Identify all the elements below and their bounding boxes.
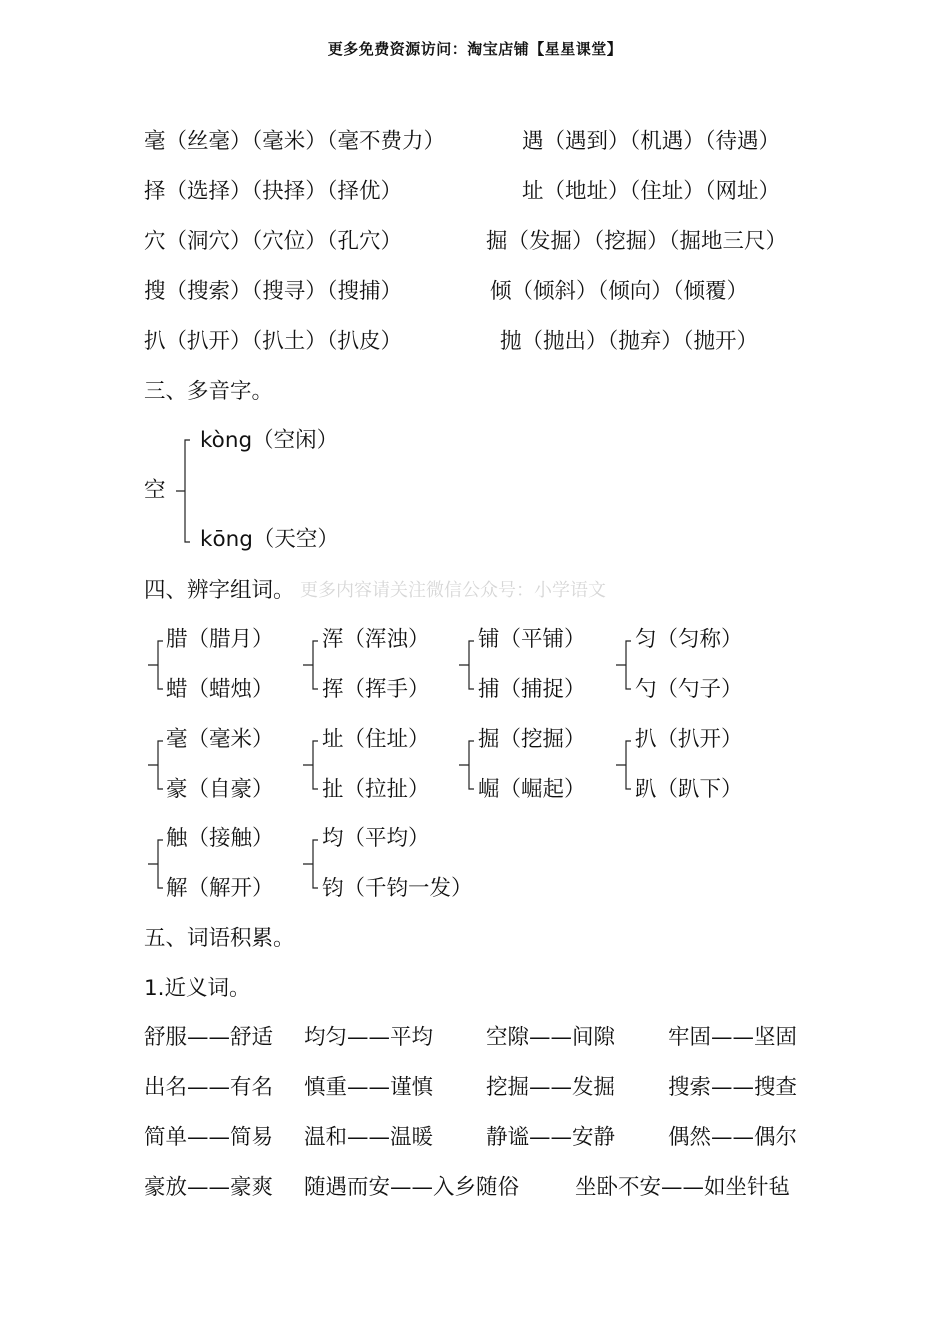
synonym-pair: 静谧——安静 [486, 1125, 616, 1150]
pair-item: 捕（捕捉） [478, 677, 586, 702]
pair-item: 崛（崛起） [478, 777, 586, 802]
pair-item: 址（住址） [322, 727, 430, 752]
word-group-line: 择（选择）（抉择）（择优） [144, 179, 403, 204]
bracket [616, 741, 631, 789]
word-group-line: 穴（洞穴）（穴位）（孔穴） [144, 229, 403, 254]
pair-item: 均（平均） [322, 826, 430, 851]
bracket [616, 641, 631, 689]
pair-item: 铺（平铺） [478, 627, 586, 652]
pair-item: 趴（趴下） [635, 777, 743, 802]
synonym-pair: 偶然——偶尔 [668, 1125, 798, 1150]
pair-item: 钧（千钧一发） [322, 876, 473, 901]
pair-item: 触（接触） [166, 826, 274, 851]
pair-item: 毫（毫米） [166, 727, 274, 752]
synonym-pair: 舒服——舒适 [144, 1025, 274, 1050]
synonym-pair: 空隙——间隙 [486, 1025, 616, 1050]
bracket [303, 840, 318, 888]
synonym-pair: 简单——简易 [144, 1125, 274, 1150]
bracket [148, 741, 163, 789]
polyphonic-char: 空 [144, 478, 166, 503]
section-title-vocab: 五、词语积累。 [144, 926, 295, 951]
word-group-line: 倾（倾斜）（倾向）（倾覆） [490, 279, 749, 304]
pair-item: 扯（拉扯） [322, 777, 430, 802]
pair-item: 解（解开） [166, 876, 274, 901]
pair-item: 蜡（蜡烛） [166, 677, 274, 702]
synonym-pair: 豪放——豪爽 [144, 1175, 274, 1200]
synonym-pair: 温和——温暖 [304, 1125, 434, 1150]
section-title-polyphonic: 三、多音字。 [144, 379, 274, 404]
word-group-line: 搜（搜索）（搜寻）（搜捕） [144, 279, 403, 304]
word-group-line: 遇（遇到）（机遇）（待遇） [522, 129, 781, 154]
bracket [148, 840, 163, 888]
word-group-line: 址（地址）（住址）（网址） [522, 179, 781, 204]
synonym-pair: 慎重——谨慎 [304, 1075, 434, 1100]
bracket [303, 641, 318, 689]
polyphonic-reading: kòng（空闲） [200, 428, 339, 453]
word-group-line: 扒（扒开）（扒土）（扒皮） [144, 329, 403, 354]
pair-item: 扒（扒开） [635, 727, 743, 752]
synonym-pair: 出名——有名 [144, 1075, 274, 1100]
pair-item: 掘（挖掘） [478, 727, 586, 752]
synonym-pair: 搜索——搜查 [668, 1075, 798, 1100]
page-header: 更多免费资源访问：淘宝店铺【星星课堂】 [327, 40, 623, 58]
bracket [148, 641, 163, 689]
subsection-title-synonyms: 1.近义词。 [144, 976, 251, 1001]
synonym-pair: 均匀——平均 [304, 1025, 434, 1050]
polyphonic-reading: kōng（天空） [200, 527, 339, 552]
pair-item: 豪（自豪） [166, 777, 274, 802]
pair-item: 挥（挥手） [322, 677, 430, 702]
synonym-pair: 牢固——坚固 [668, 1025, 798, 1050]
pair-item: 匀（匀称） [635, 627, 743, 652]
synonym-pair: 坐卧不安——如坐针毡 [575, 1175, 791, 1200]
section-title-distinguish: 四、辨字组词。 [144, 578, 295, 603]
pair-item: 浑（浑浊） [322, 627, 430, 652]
bracket [303, 741, 318, 789]
pair-item: 勺（勺子） [635, 677, 743, 702]
bracket [459, 641, 474, 689]
word-group-line: 毫（丝毫）（毫米）（毫不费力） [144, 129, 446, 154]
bracket [176, 440, 190, 542]
synonym-pair: 挖掘——发掘 [486, 1075, 616, 1100]
watermark: 更多内容请关注微信公众号：小学语文 [300, 580, 606, 601]
word-group-line: 抛（抛出）（抛弃）（抛开） [500, 329, 759, 354]
bracket [459, 741, 474, 789]
synonym-pair: 随遇而安——入乡随俗 [304, 1175, 520, 1200]
word-group-line: 掘（发掘）（挖掘）（掘地三尺） [486, 229, 788, 254]
pair-item: 腊（腊月） [166, 627, 274, 652]
